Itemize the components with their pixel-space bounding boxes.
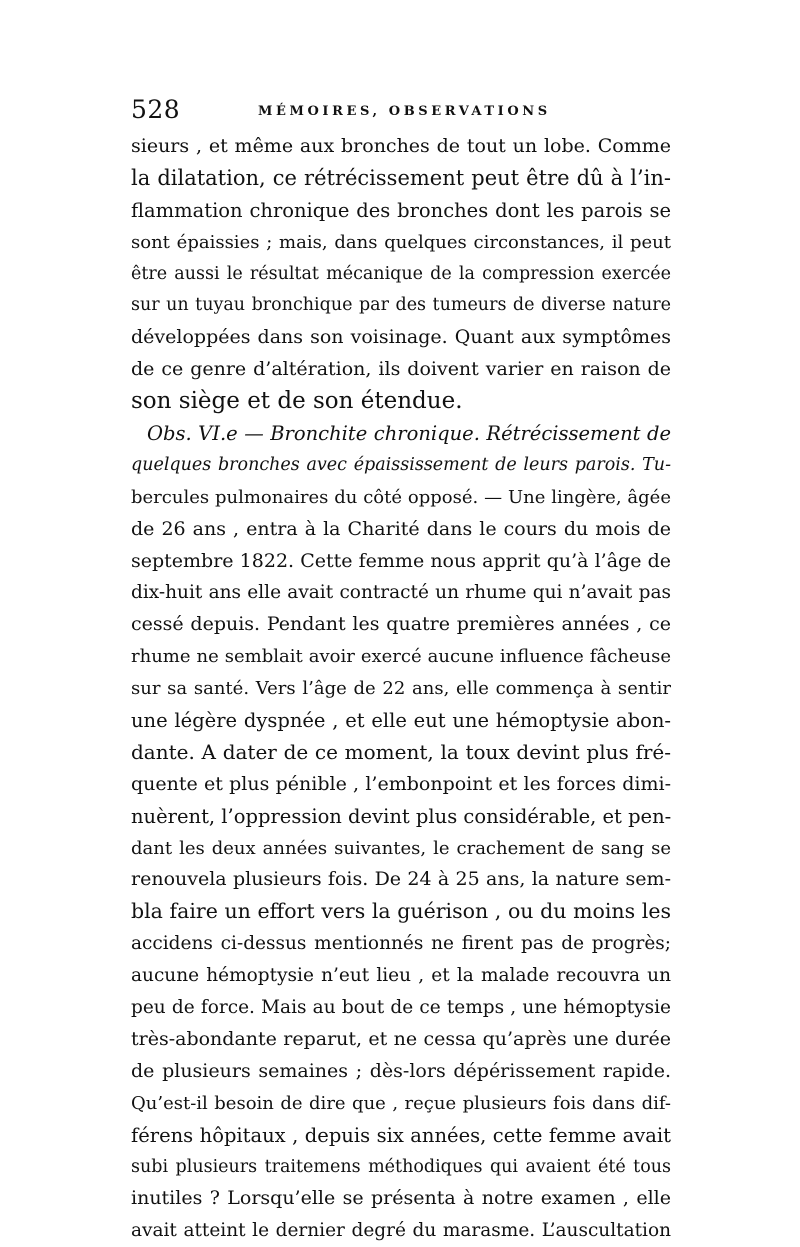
text-line: développées dans son voisinage. Quant aux symptômes (131, 326, 671, 349)
text-line: sur un tuyau bronchique par des tumeurs de diverse nature (131, 295, 671, 316)
text-line: être aussi le résultat mécanique de la compression exercée (131, 263, 671, 284)
text-line: la dilatation, ce rétrécissement peut être dû à l’in- (131, 165, 671, 190)
text-line: Qu’est-il besoin de dire que , reçue plusieurs fois dans dif- (131, 1092, 671, 1114)
text-line: sont épaissies ; mais, dans quelques circonstances, il peut (131, 231, 671, 253)
text-line: inutiles ? Lorsqu’elle se présenta à notre examen , elle (131, 1187, 671, 1210)
text-line: renouvela plusieurs fois. De 24 à 25 ans, la nature sem- (131, 868, 671, 891)
text-line: de 26 ans , entra à la Charité dans le cours du mois de (131, 517, 671, 540)
text-line: sur sa santé. Vers l’âge de 22 ans, elle commença à sentir (131, 678, 671, 700)
text-line: férens hôpitaux , depuis six années, cette femme avait (131, 1123, 671, 1147)
text-line: accidens ci-dessus mentionnés ne firent pas de progrès; (131, 933, 671, 955)
text-line: avait atteint le dernier degré du marasme. L’auscultation (131, 1220, 671, 1242)
text-line: septembre 1822. Cette femme nous apprit qu’à l’âge de (131, 549, 671, 572)
text-line: peu de force. Mais au bout de ce temps , une hémoptysie (131, 997, 671, 1019)
text-line: bercules pulmonaires du côté opposé. — Une lingère, âgée (131, 486, 671, 508)
text-line: rhume ne semblait avoir exercé aucune influence fâcheuse (131, 646, 671, 668)
running-head: MÉMOIRES, OBSERVATIONS (258, 104, 551, 119)
text-line: dant les deux années suivantes, le crachement de sang se (131, 837, 671, 859)
observation-heading-line: quelques bronches avec épaississement de leurs parois. Tu- (131, 454, 671, 475)
text-line: sieurs , et même aux bronches de tout un lobe. Comme (131, 135, 671, 157)
text-line: quente et plus pénible , l’embonpoint et les forces dimi- (131, 772, 671, 795)
observation-heading-line: Obs. VI.e — Bronchite chronique. Rétrécissement de (147, 422, 671, 446)
text-line: une légère dyspnée , et elle eut une hémoptysie abon- (131, 709, 671, 733)
text-line: flammation chronique des bronches dont les parois se (131, 198, 671, 222)
text-line: de ce genre d’altération, ils doivent varier en raison de (131, 358, 671, 381)
page-header (131, 94, 666, 126)
text-line: son siège et de son étendue. (131, 388, 463, 415)
text-line: très-abondante reparut, et ne cessa qu’après une durée (131, 1027, 671, 1050)
text-line: cessé depuis. Pendant les quatre premières années , ce (131, 613, 671, 636)
text-line: de plusieurs semaines ; dès-lors dépérissement rapide. (131, 1059, 671, 1082)
text-line: dix-huit ans elle avait contracté un rhume qui n’avait pas (131, 582, 671, 604)
text-line: aucune hémoptysie n’eut lieu , et la malade recouvra un (131, 965, 671, 987)
page-number: 528 (131, 95, 181, 124)
text-line: bla faire un effort vers la guérison , ou du moins les (131, 899, 671, 924)
text-line: nuèrent, l’oppression devint plus considérable, et pen- (131, 804, 672, 828)
text-line: dante. A dater de ce moment, la toux devint plus fré- (131, 739, 671, 764)
text-line: subi plusieurs traitemens méthodiques qui avaient été tous (131, 1156, 671, 1177)
body-text (131, 131, 671, 1247)
